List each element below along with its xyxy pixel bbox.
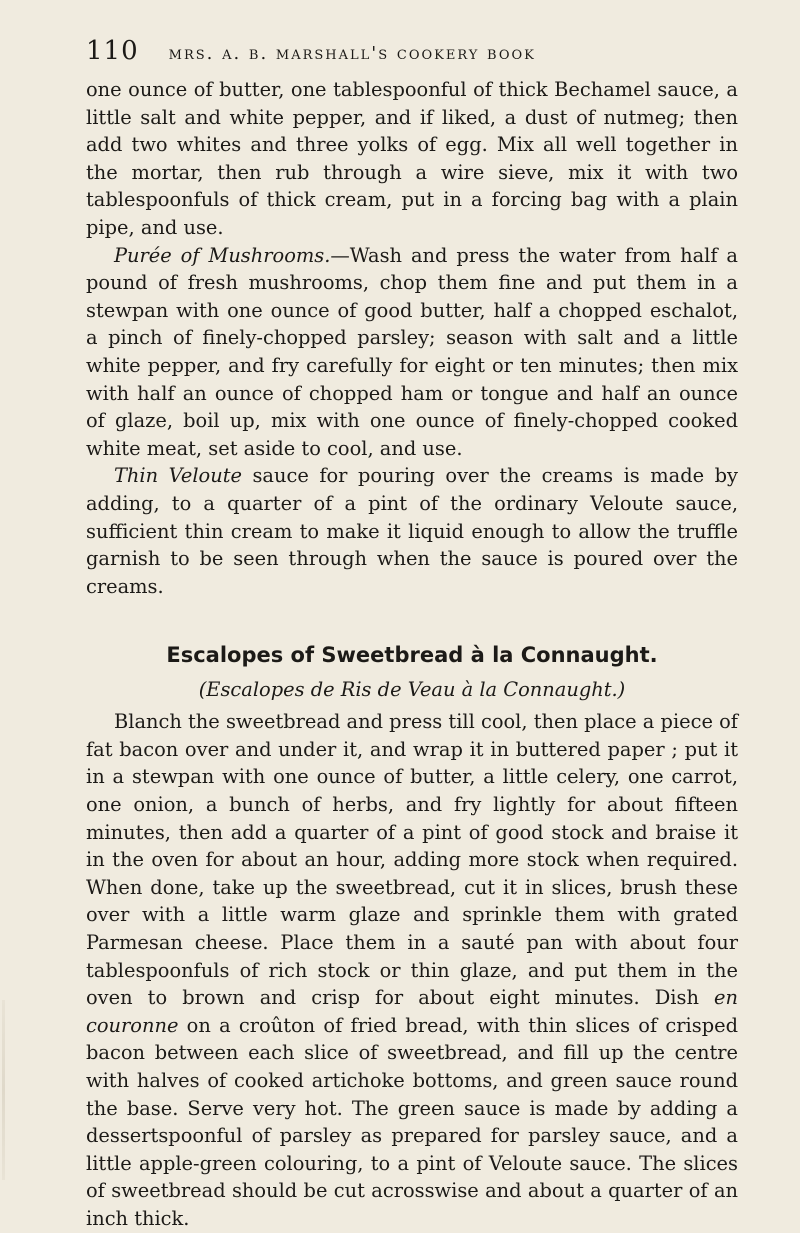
veloute-paragraph	[86, 462, 738, 600]
page-edge-shadow	[2, 1000, 5, 1180]
recipe-subtitle	[86, 676, 738, 704]
recipe-body-part-1: Blanch the sweetbread and press till cool, then place a piece of fat bacon over and under it, and wrap it in buttered paper ; put it in a stewpan with one ounce of butter, a little celery, one carrot, one onion, a bunch of herbs, and fry lightly for about fifteen minutes, then add a quarter of a pint of good stock and braise it in the oven for about an hour, adding more stock when required. When done, take up the sweetbread, cut it in slices, brush these over with a little warm glaze and sprinkle them with grated Parmesan cheese. Place them in a sauté pan with about four tablespoonfuls of rich stock or thin glaze, and put them in the oven to brown and crisp for about eight minutes. Dish	[86, 710, 738, 1010]
recipe-body-paragraph	[86, 708, 738, 1232]
continuation-paragraph: one ounce of butter, one tablespoonful of thick Bechamel sauce, a little salt and white pepper, and if liked, a dust of nutmeg; then add two whites and three yolks of egg. Mix all well together in the mortar, then rub through a wire sieve, mix it with two tablespoonfuls of thick cream, put in a forcing bag with a plain pipe, and use.	[86, 78, 738, 239]
page-number: 110	[86, 36, 139, 66]
page-body	[86, 76, 738, 1233]
veloute-text: sauce for pouring over the creams is made by adding, to a quarter of a pint of the ordinary Veloute sauce, sufficient thin cream to make it liquid enough to allow the truffle garnish to be seen through when the sauce is poured over the creams.	[86, 464, 738, 598]
running-head	[86, 36, 738, 66]
recipe-body-italic: en couronne	[86, 986, 738, 1037]
puree-title: Purée of Mushrooms.	[114, 243, 331, 267]
recipe-title: Escalopes of Sweetbread à la Connaught.	[166, 643, 658, 668]
recipe-body-part-2: on a croûton of fried bread, with thin slices of crisped bacon between each slice of sweetbread, and fill up the centre with halves of cooked artichoke bottoms, and green sauce round the base. Serve very hot. The green sauce is made by adding a dessertspoonful of parsley as prepared for parsley sauce, and a little apple-green colouring, to a pint of Veloute sauce. The slices of sweetbread should be cut acrosswise and about a quarter of an inch thick.	[86, 1013, 738, 1230]
book-title: mrs. a. b. marshall's cookery book	[168, 43, 536, 64]
veloute-title: Thin Veloute	[114, 464, 242, 488]
puree-paragraph	[86, 242, 738, 463]
puree-text: —Wash and press the water from half a pound of fresh mushrooms, chop them fine and put them in a stewpan with one ounce of good butter, half a chopped eschalot, a pinch of finely-chopped parsley; season with salt and a little white pepper, and fry carefully for eight or ten minutes; then mix with half an ounce of chopped ham or tongue and half an ounce of glaze, boil up, mix with one ounce of finely-chopped cooked white meat, set aside to cool, and use.	[86, 243, 738, 460]
recipe-subtitle-text: (Escalopes de Ris de Veau à la Connaught.)	[198, 678, 626, 702]
